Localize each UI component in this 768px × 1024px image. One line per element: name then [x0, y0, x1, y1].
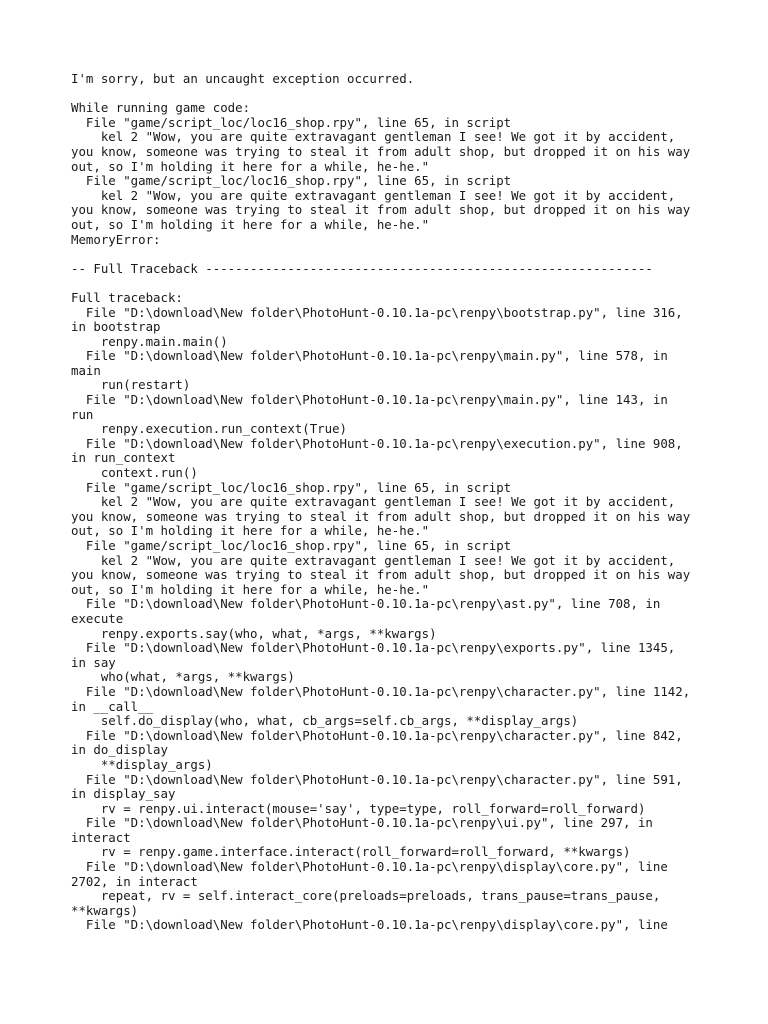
- traceback-line: in display_say: [71, 786, 176, 802]
- traceback-line: main: [71, 362, 101, 378]
- traceback-line: File "D:\download\New folder\PhotoHunt-0.10.1a-pc\renpy\ast.py", line 708, in: [71, 596, 661, 612]
- traceback-line: [71, 276, 761, 291]
- traceback-line: File "D:\download\New folder\PhotoHunt-0.10.1a-pc\renpy\character.py", line 591,: [71, 771, 683, 787]
- traceback-line: File "game/script_loc/loc16_shop.rpy", line 65, in script: [71, 479, 512, 495]
- traceback-line: out, so I'm holding it here for a while, he-he.": [71, 523, 430, 539]
- traceback-line: in do_display: [71, 742, 168, 758]
- traceback-line: File "D:\download\New folder\PhotoHunt-0.10.1a-pc\renpy\bootstrap.py", line 316,: [71, 304, 683, 320]
- traceback-line: interact: [71, 829, 131, 845]
- traceback-line: who(what, *args, **kwargs): [71, 669, 295, 685]
- traceback-line: File "D:\download\New folder\PhotoHunt-0.10.1a-pc\renpy\execution.py", line 908,: [71, 435, 683, 451]
- traceback-line: Full traceback:: [71, 289, 183, 305]
- traceback-line: context.run(): [71, 465, 198, 481]
- traceback-line: kel 2 "Wow, you are quite extravagant gentleman I see! We got it by accident,: [71, 552, 676, 568]
- traceback-line: kel 2 "Wow, you are quite extravagant gentleman I see! We got it by accident,: [71, 494, 676, 510]
- traceback-line: File "D:\download\New folder\PhotoHunt-0.10.1a-pc\renpy\display\core.py", line: [71, 917, 668, 933]
- traceback-line: File "D:\download\New folder\PhotoHunt-0.10.1a-pc\renpy\exports.py", line 1345,: [71, 640, 676, 656]
- traceback-line: File "game/script_loc/loc16_shop.rpy", line 65, in script: [71, 173, 512, 189]
- traceback-line: in bootstrap: [71, 319, 161, 335]
- traceback-line: in __call__: [71, 698, 154, 714]
- traceback-line: File "game/script_loc/loc16_shop.rpy", line 65, in script: [71, 538, 512, 553]
- traceback-line: out, so I'm holding it here for a while, he-he.": [71, 216, 430, 232]
- traceback-line: kel 2 "Wow, you are quite extravagant gentleman I see! We got it by accident,: [71, 187, 676, 203]
- traceback-line: File "D:\download\New folder\PhotoHunt-0.10.1a-pc\renpy\ui.py", line 297, in: [71, 815, 653, 831]
- traceback-line: execute: [71, 610, 124, 626]
- traceback-line: MemoryError:: [71, 231, 161, 247]
- traceback-log: [71, 72, 761, 933]
- traceback-line: you know, someone was trying to steal it from adult shop, but dropped it on his way: [71, 143, 691, 159]
- traceback-line: repeat, rv = self.interact_core(preloads=preloads, trans_pause=trans_pause,: [71, 888, 661, 904]
- traceback-line: File "D:\download\New folder\PhotoHunt-0.10.1a-pc\renpy\character.py", line 842,: [71, 727, 683, 743]
- traceback-line: While running game code:: [71, 100, 251, 116]
- traceback-line: run(restart): [71, 377, 191, 393]
- traceback-line: renpy.exports.say(who, what, *args, **kwargs): [71, 625, 437, 641]
- traceback-line: [71, 87, 761, 102]
- traceback-line: I'm sorry, but an uncaught exception occurred.: [71, 71, 415, 86]
- traceback-line: **kwargs): [71, 902, 139, 918]
- traceback-line: renpy.main.main(): [71, 333, 228, 349]
- traceback-line: self.do_display(who, what, cb_args=self.cb_args, **display_args): [71, 713, 579, 729]
- traceback-line: rv = renpy.ui.interact(mouse='say', type=type, roll_forward=roll_forward): [71, 800, 646, 816]
- traceback-line: rv = renpy.game.interface.interact(roll_forward=roll_forward, **kwargs): [71, 844, 631, 860]
- traceback-line: run: [71, 406, 94, 422]
- traceback-line: you know, someone was trying to steal it from adult shop, but dropped it on his way: [71, 508, 691, 524]
- traceback-line: out, so I'm holding it here for a while, he-he.": [71, 158, 430, 174]
- traceback-line: File "D:\download\New folder\PhotoHunt-0.10.1a-pc\renpy\main.py", line 578, in: [71, 348, 668, 364]
- traceback-line: 2702, in interact: [71, 873, 198, 889]
- traceback-line: File "D:\download\New folder\PhotoHunt-0.10.1a-pc\renpy\character.py", line 1142,: [71, 683, 691, 699]
- traceback-line: kel 2 "Wow, you are quite extravagant gentleman I see! We got it by accident,: [71, 129, 676, 145]
- traceback-line: in say: [71, 654, 116, 670]
- traceback-line: out, so I'm holding it here for a while, he-he.": [71, 581, 430, 597]
- traceback-line: you know, someone was trying to steal it from adult shop, but dropped it on his way: [71, 567, 691, 583]
- traceback-line: -- Full Traceback ------------------------------------------------------------: [71, 260, 653, 276]
- traceback-line: File "D:\download\New folder\PhotoHunt-0.10.1a-pc\renpy\display\core.py", line: [71, 859, 668, 875]
- traceback-line: renpy.execution.run_context(True): [71, 421, 348, 437]
- traceback-line: [71, 247, 761, 262]
- traceback-line: you know, someone was trying to steal it from adult shop, but dropped it on his way: [71, 202, 691, 218]
- traceback-line: **display_args): [71, 756, 213, 772]
- traceback-line: in run_context: [71, 450, 176, 466]
- traceback-line: File "game/script_loc/loc16_shop.rpy", line 65, in script: [71, 114, 512, 130]
- traceback-line: File "D:\download\New folder\PhotoHunt-0.10.1a-pc\renpy\main.py", line 143, in: [71, 392, 668, 408]
